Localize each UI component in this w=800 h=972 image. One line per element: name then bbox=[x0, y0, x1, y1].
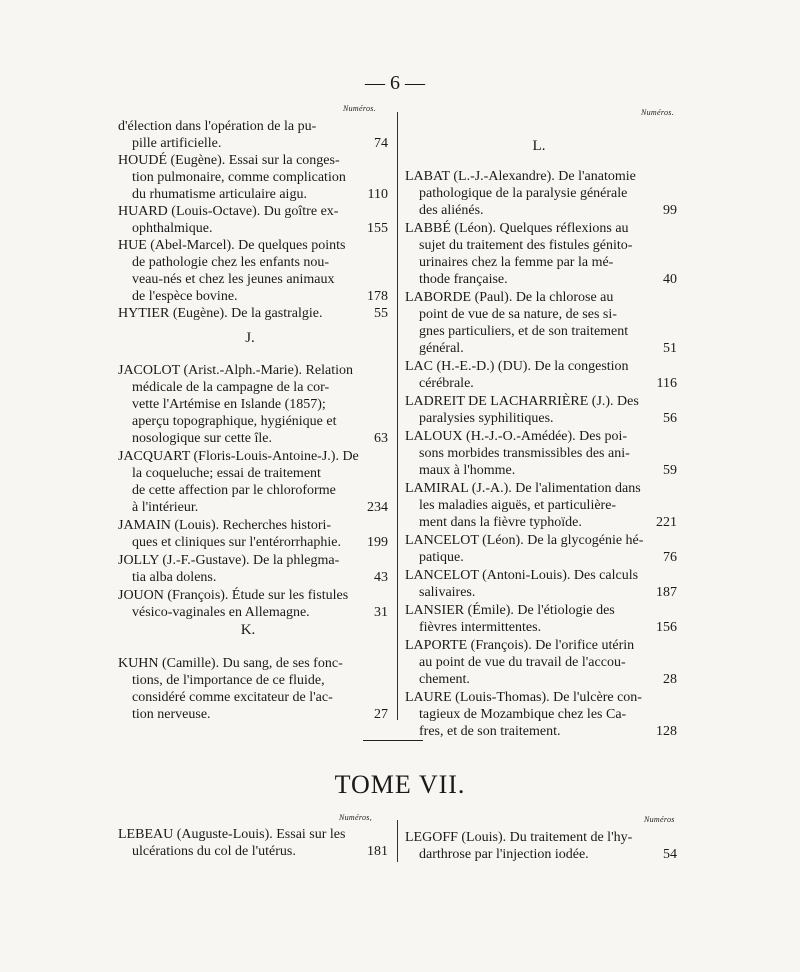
column-divider bbox=[397, 112, 398, 720]
entry-line: LABORDE (Paul). De la chlorose au bbox=[405, 290, 614, 305]
index-entry bbox=[118, 655, 388, 723]
right-numeros-header: Numéros. bbox=[641, 108, 674, 117]
index-entry bbox=[405, 393, 677, 427]
index-entry bbox=[405, 358, 677, 392]
entry-number: 221 bbox=[656, 515, 677, 530]
entry-line: du rhumatisme articulaire aigu. bbox=[132, 187, 307, 202]
entry-line: salivaires. bbox=[419, 585, 476, 600]
entry-line: darthrose par l'injection iodée. bbox=[419, 847, 589, 862]
entry-line: ophthalmique. bbox=[132, 221, 213, 236]
entry-number: 28 bbox=[663, 672, 677, 687]
entry-number: 74 bbox=[374, 136, 388, 151]
entry-line: HUE (Abel-Marcel). De quelques points bbox=[118, 238, 346, 253]
entry-line: KUHN (Camille). Du sang, de ses fonc- bbox=[118, 656, 343, 671]
entry-number: 234 bbox=[367, 500, 388, 515]
entry-number: 51 bbox=[663, 341, 677, 356]
entry-line: HYTIER (Eugène). De la gastralgie. bbox=[118, 306, 323, 321]
index-entry bbox=[118, 448, 388, 516]
entry-line: urinaires chez la femme par la mé- bbox=[419, 255, 614, 270]
entry-line: LEBEAU (Auguste-Louis). Essai sur les bbox=[118, 827, 346, 842]
entry-line: de l'espèce bovine. bbox=[132, 289, 238, 304]
index-entry bbox=[118, 826, 388, 860]
index-entry bbox=[118, 305, 388, 322]
entry-line: tia alba dolens. bbox=[132, 570, 217, 585]
index-entry bbox=[118, 362, 388, 447]
entry-line: considéré comme excitateur de l'ac- bbox=[132, 690, 333, 705]
entry-line: vésico-vaginales en Allemagne. bbox=[132, 605, 310, 620]
entry-line: LADREIT DE LACHARRIÈRE (J.). Des bbox=[405, 394, 639, 409]
tome-column-divider bbox=[397, 820, 398, 862]
entry-number: 40 bbox=[663, 272, 677, 287]
entry-line: veau-nés et chez les jeunes animaux bbox=[132, 272, 335, 287]
index-entry bbox=[405, 480, 677, 531]
entry-line: gnes particuliers, et de son traitement bbox=[419, 324, 629, 339]
index-entry bbox=[118, 203, 388, 237]
entry-line: HOUDÉ (Eugène). Essai sur la conges- bbox=[118, 153, 340, 168]
index-entry bbox=[118, 517, 388, 551]
index-entry bbox=[405, 220, 677, 288]
index-entry bbox=[118, 152, 388, 203]
entry-number: 116 bbox=[656, 376, 677, 391]
entry-line: patique. bbox=[419, 550, 464, 565]
entry-number: 187 bbox=[656, 585, 677, 600]
entry-line: HUARD (Louis-Octave). Du goître ex- bbox=[118, 204, 339, 219]
entry-number: 181 bbox=[367, 844, 388, 859]
entry-line: vette l'Artémise en Islande (1857); bbox=[132, 397, 326, 412]
entry-line: JACOLOT (Arist.-Alph.-Marie). Relation bbox=[118, 363, 353, 378]
entry-line: médicale de la campagne de la cor- bbox=[132, 380, 330, 395]
entry-line: à l'intérieur. bbox=[132, 500, 199, 515]
entry-line: JAMAIN (Louis). Recherches histori- bbox=[118, 518, 332, 533]
index-entry bbox=[118, 587, 388, 621]
entry-number: 31 bbox=[374, 605, 388, 620]
entry-line: LANSIER (Émile). De l'étiologie des bbox=[405, 603, 615, 618]
entry-line: sons morbides transmissibles des ani- bbox=[419, 446, 630, 461]
index-entry bbox=[405, 637, 677, 688]
entry-line: LAMIRAL (J.-A.). De l'alimentation dans bbox=[405, 481, 641, 496]
index-entry bbox=[405, 829, 677, 863]
index-entry bbox=[118, 552, 388, 586]
entry-line: JACQUART (Floris-Louis-Antoine-J.). De bbox=[118, 449, 359, 464]
entry-line: pille artificielle. bbox=[132, 136, 222, 151]
index-entry bbox=[405, 567, 677, 601]
entry-line: nosologique sur cette île. bbox=[132, 431, 272, 446]
entry-line: LABAT (L.-J.-Alexandre). De l'anatomie bbox=[405, 169, 636, 184]
entry-line: des aliénés. bbox=[419, 203, 484, 218]
entry-line: LEGOFF (Louis). Du traitement de l'hy- bbox=[405, 830, 633, 845]
entry-line: aperçu topographique, hygiénique et bbox=[132, 414, 337, 429]
entry-line: fièvres intermittentes. bbox=[419, 620, 542, 635]
entry-number: 128 bbox=[656, 724, 677, 739]
entry-line: tions, de l'importance de ce fluide, bbox=[132, 673, 325, 688]
entry-number: 63 bbox=[374, 431, 388, 446]
entry-number: 110 bbox=[367, 187, 388, 202]
entry-line: tagieux de Mozambique chez les Ca- bbox=[419, 707, 627, 722]
entry-number: 155 bbox=[367, 221, 388, 236]
entry-line: LAPORTE (François). De l'orifice utérin bbox=[405, 638, 635, 653]
entry-line: JOUON (François). Étude sur les fistules bbox=[118, 588, 349, 603]
entry-line: LAC (H.-E.-D.) (DU). De la congestion bbox=[405, 359, 629, 374]
entry-line: ulcérations du col de l'utérus. bbox=[132, 844, 296, 859]
section-letter-k: K. bbox=[240, 622, 256, 638]
entry-line: de cette affection par le chloroforme bbox=[132, 483, 336, 498]
entry-line: au point de vue du travail de l'accou- bbox=[419, 655, 626, 670]
entry-line: sujet du traitement des fistules génito- bbox=[419, 238, 633, 253]
entry-line: LALOUX (H.-J.-O.-Amédée). Des poi- bbox=[405, 429, 627, 444]
entry-line: ment dans la fièvre typhoïde. bbox=[419, 515, 582, 530]
index-entry bbox=[405, 532, 677, 566]
entry-line: maux à l'homme. bbox=[419, 463, 516, 478]
entry-line: les maladies aiguës, et particulière- bbox=[419, 498, 617, 513]
entry-line: d'élection dans l'opération de la pu- bbox=[118, 119, 317, 134]
entry-line: tion pulmonaire, comme complication bbox=[132, 170, 346, 185]
index-entry bbox=[118, 118, 388, 152]
tome-title: TOME VII. bbox=[334, 770, 466, 799]
entry-line: tion nerveuse. bbox=[132, 707, 211, 722]
index-entry bbox=[405, 689, 677, 740]
entry-line: LABBÉ (Léon). Quelques réflexions au bbox=[405, 221, 629, 236]
entry-line: LAURE (Louis-Thomas). De l'ulcère con- bbox=[405, 690, 642, 705]
entry-number: 43 bbox=[374, 570, 388, 585]
entry-line: LANCELOT (Léon). De la glycogénie hé- bbox=[405, 533, 644, 548]
entry-number: 59 bbox=[663, 463, 677, 478]
index-entry bbox=[405, 428, 677, 479]
entry-number: 178 bbox=[367, 289, 388, 304]
entry-number: 56 bbox=[663, 411, 677, 426]
entry-line: JOLLY (J.-F.-Gustave). De la phlegma- bbox=[118, 553, 340, 568]
entry-number: 76 bbox=[663, 550, 677, 565]
entry-line: LANCELOT (Antoni-Louis). Des calculs bbox=[405, 568, 639, 583]
entry-line: général. bbox=[419, 341, 464, 356]
entry-line: ques et cliniques sur l'entérorrhaphie. bbox=[132, 535, 341, 550]
entry-line: point de vue de sa nature, de ses si- bbox=[419, 307, 617, 322]
entry-number: 55 bbox=[374, 306, 388, 321]
page-number: — 6 — bbox=[365, 72, 425, 94]
entry-number: 27 bbox=[374, 707, 388, 722]
index-entry bbox=[405, 602, 677, 636]
entry-line: la coqueluche; essai de traitement bbox=[132, 466, 321, 481]
entry-line: de pathologie chez les enfants nou- bbox=[132, 255, 330, 270]
left-numeros-header: Numéros. bbox=[343, 104, 376, 113]
entry-line: pathologique de la paralysie générale bbox=[419, 186, 628, 201]
entry-line: thode française. bbox=[419, 272, 508, 287]
entry-number: 156 bbox=[656, 620, 677, 635]
entry-line: fres, et de son traitement. bbox=[419, 724, 561, 739]
entry-line: chement. bbox=[419, 672, 470, 687]
entry-line: paralysies syphilitiques. bbox=[419, 411, 554, 426]
section-letter-l: L. bbox=[532, 138, 546, 154]
tome-right-numeros-header: Numéros bbox=[644, 815, 675, 824]
index-entry bbox=[405, 289, 677, 357]
entry-number: 54 bbox=[663, 847, 677, 862]
entry-number: 99 bbox=[663, 203, 677, 218]
entry-line: cérébrale. bbox=[419, 376, 474, 391]
section-letter-j: J. bbox=[245, 330, 255, 346]
section-rule bbox=[363, 740, 423, 741]
entry-number: 199 bbox=[367, 535, 388, 550]
index-entry bbox=[405, 168, 677, 219]
tome-left-numeros-header: Numéros, bbox=[339, 813, 372, 822]
index-entry bbox=[118, 237, 388, 305]
